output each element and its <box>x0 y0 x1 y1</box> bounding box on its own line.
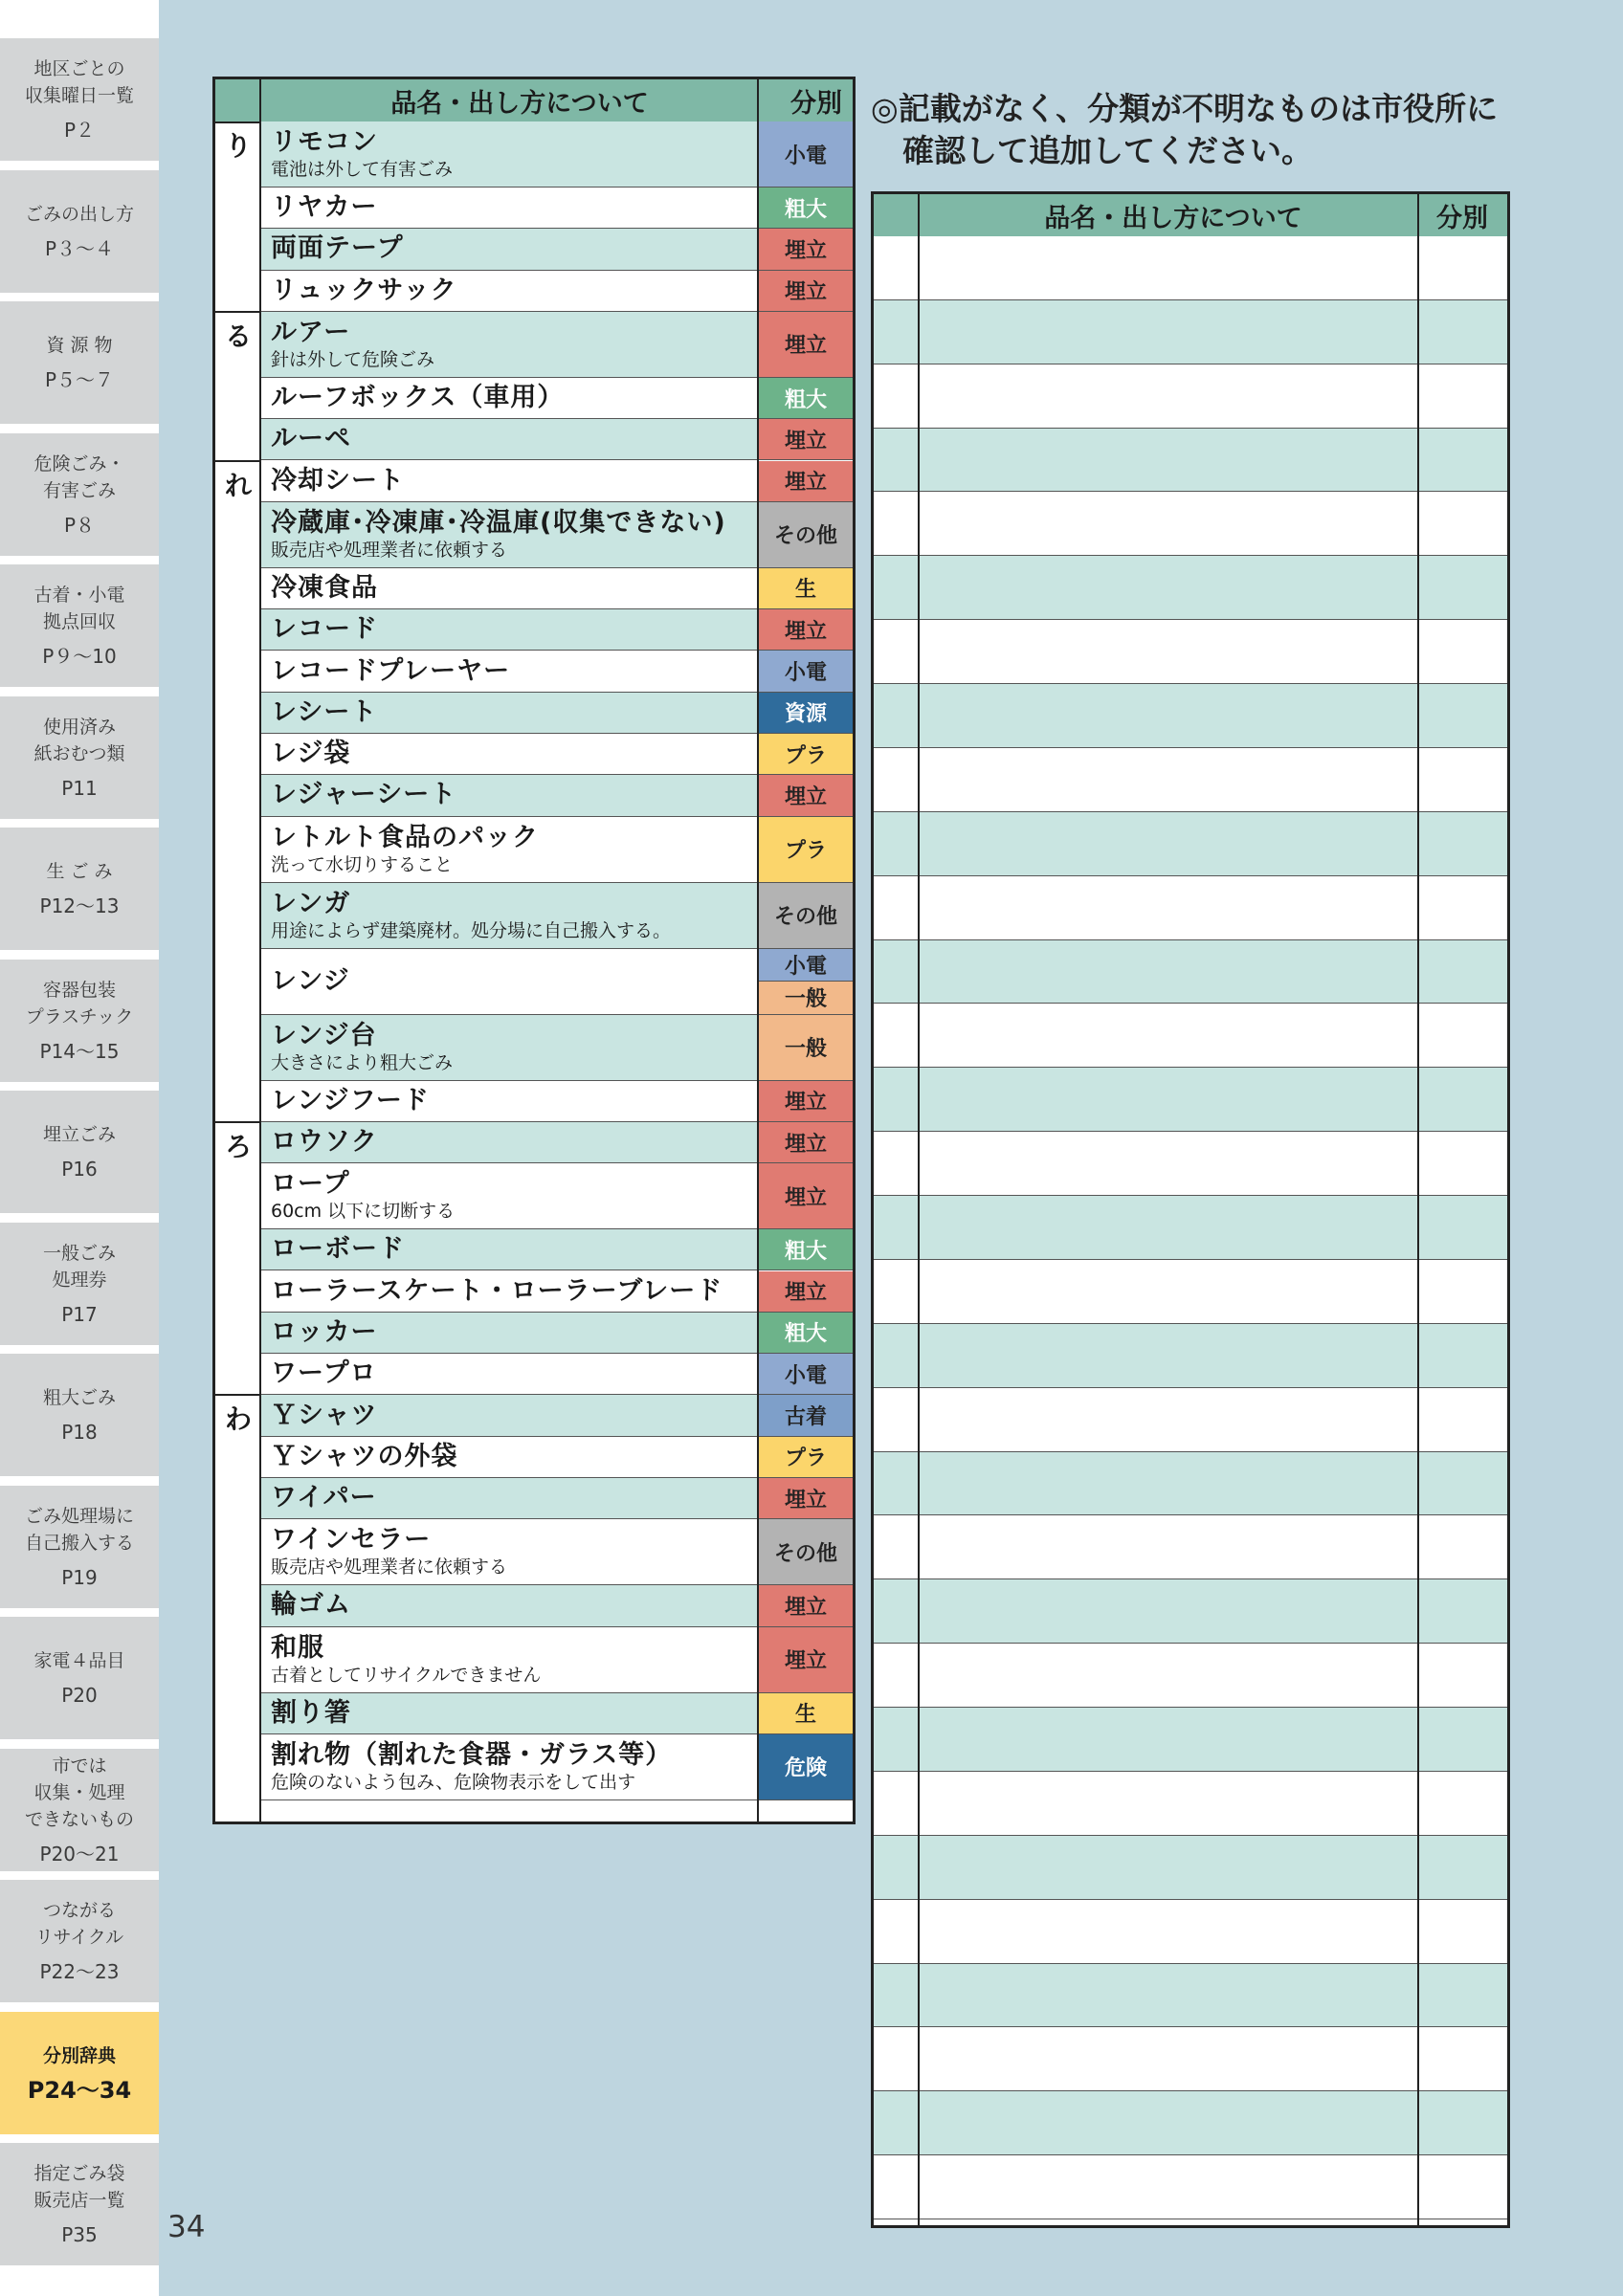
header-category: 分別 <box>790 88 842 119</box>
sidebar-tab[interactable] <box>0 564 159 687</box>
item-note: 古着としてリサイクルできません <box>271 1664 542 1686</box>
sidebar-tab-label: 古着・小電 拠点回収 <box>33 585 125 632</box>
item-name: レジ袋 <box>271 739 351 769</box>
item-name: リモコン <box>271 127 378 157</box>
item-name: 両面テープ <box>271 233 404 264</box>
table-row <box>261 609 757 651</box>
category-badge: 一般 <box>759 982 853 1015</box>
item-name: ローラースケート・ローラーブレード <box>271 1275 723 1306</box>
blank-row[interactable] <box>874 1579 1507 1644</box>
sidebar-nav <box>0 0 159 2296</box>
item-name: 割れ物（割れた食器・ガラス等） <box>271 1739 673 1770</box>
item-cell <box>261 734 350 774</box>
item-cell <box>261 1693 351 1733</box>
item-name: 冷凍食品 <box>271 572 378 603</box>
item-name: 割り箸 <box>271 1697 351 1728</box>
category-badge: プラ <box>759 1437 853 1478</box>
item-cell <box>261 1122 378 1162</box>
blank-header-category: 分別 <box>1436 203 1488 233</box>
sidebar-tab-page: P35 <box>61 2223 98 2246</box>
sidebar-tab[interactable] <box>0 1880 159 2002</box>
blank-row[interactable] <box>874 812 1507 876</box>
category-badge: 小電 <box>759 949 853 982</box>
sidebar-tab-label: 地区ごとの 収集曜日一覧 <box>24 58 134 106</box>
category-badge: 埋立 <box>759 229 853 270</box>
category-badge: 埋立 <box>759 1585 853 1626</box>
item-note: 用途によらず建築廃材。処分場に自己搬入する。 <box>271 919 672 941</box>
page-number: 34 <box>167 2210 206 2244</box>
item-cell <box>261 568 378 608</box>
sidebar-tab-label: 使用済み 紙おむつ類 <box>33 716 125 764</box>
sidebar-tab-page: P14～15 <box>39 1039 120 1063</box>
table-row <box>261 229 757 270</box>
item-cell <box>261 502 726 567</box>
sidebar-tab-label: 危険ごみ・ 有害ごみ <box>33 453 125 501</box>
sidebar-tab-page: P20 <box>61 1684 98 1707</box>
blank-header-name: 品名・出し方について <box>1044 203 1302 233</box>
item-name: ロープ <box>271 1169 350 1200</box>
item-note: 電池は外して有害ごみ <box>271 159 454 180</box>
item-name: ロッカー <box>271 1316 378 1347</box>
blank-row[interactable] <box>874 1132 1507 1196</box>
sidebar-tab[interactable] <box>0 696 159 819</box>
table-row <box>261 1734 757 1800</box>
item-cell <box>261 461 405 501</box>
item-cell <box>261 1081 430 1121</box>
category-badge: 埋立 <box>759 461 853 502</box>
item-name: ワープロ <box>271 1358 377 1389</box>
sidebar-tab[interactable] <box>0 1091 159 1213</box>
table-row <box>261 1229 757 1270</box>
sidebar-tab-label: 一般ごみ 処理券 <box>42 1242 116 1291</box>
table-row <box>261 1271 757 1313</box>
table-row <box>261 502 757 568</box>
sidebar-tab-label: ごみ処理場に 自己搬入する <box>24 1505 134 1554</box>
table-row <box>261 949 757 1015</box>
item-name: レンジ台 <box>271 1020 377 1050</box>
sidebar-tab-page: P17 <box>61 1302 98 1326</box>
blank-row[interactable] <box>874 1708 1507 1772</box>
category-badge: その他 <box>759 883 853 949</box>
table-row <box>261 1354 757 1395</box>
table-row <box>261 651 757 692</box>
table-row <box>261 1163 757 1229</box>
sidebar-tab-page: P８ <box>63 513 96 537</box>
item-cell <box>261 1229 405 1269</box>
table-row <box>261 693 757 734</box>
table-row <box>261 1519 757 1585</box>
category-badge: プラ <box>759 817 853 883</box>
blank-row[interactable] <box>874 1772 1507 1836</box>
item-cell <box>261 188 377 228</box>
sidebar-tab-page: P16 <box>61 1158 98 1181</box>
table-row <box>261 1015 757 1081</box>
table-row <box>261 568 757 609</box>
item-cell <box>261 817 539 882</box>
sidebar-tab-page: P18 <box>61 1421 98 1444</box>
item-cell <box>261 1015 453 1080</box>
dictionary-table <box>212 77 856 1824</box>
item-cell <box>261 312 434 377</box>
blank-row[interactable] <box>874 940 1507 1004</box>
sidebar-tab[interactable] <box>0 1749 159 1871</box>
blank-row[interactable] <box>874 620 1507 684</box>
sidebar-tab-label: 資 源 物 <box>46 335 113 356</box>
category-badge: 埋立 <box>759 312 853 378</box>
blank-row[interactable] <box>874 1836 1507 1900</box>
category-badge: 危険 <box>759 1734 853 1800</box>
sidebar-tab-label: 粗大ごみ <box>42 1387 116 1408</box>
blank-row[interactable] <box>874 1324 1507 1388</box>
item-cell <box>261 1271 723 1312</box>
sidebar-tab-label: つながる リサイクル <box>34 1900 124 1948</box>
category-badge: 埋立 <box>759 1122 853 1163</box>
sidebar-tab[interactable] <box>0 2143 159 2265</box>
blank-table-header <box>874 194 1507 238</box>
blank-row[interactable] <box>874 556 1507 620</box>
category-badge: 古着 <box>759 1395 853 1436</box>
item-name: ローボード <box>271 1234 405 1265</box>
category-badge: 資源 <box>759 693 853 734</box>
table-row <box>261 1693 757 1734</box>
sidebar-tab-page: P24～34 <box>27 2076 132 2104</box>
add-note: ◎記載がなく、分類が不明なものは市役所に 確認して追加してください。 <box>871 90 1499 169</box>
item-name: 冷却シート <box>271 465 405 496</box>
item-cell <box>261 1395 377 1435</box>
kana-label: り <box>224 130 252 162</box>
item-cell <box>261 271 457 311</box>
blank-row[interactable] <box>874 429 1507 493</box>
category-badge: 小電 <box>759 651 853 692</box>
sidebar-tab-page: P３～４ <box>44 236 115 260</box>
sidebar-tab[interactable] <box>0 1354 159 1476</box>
sidebar-tab-page: P19 <box>61 1565 98 1589</box>
item-name: レコードプレーヤー <box>271 655 511 686</box>
item-name: 冷蔵庫･冷凍庫･冷温庫(収集できない) <box>271 507 726 538</box>
item-name: 和服 <box>271 1632 324 1663</box>
category-badge: 埋立 <box>759 419 853 460</box>
sidebar-tab-page: P12～13 <box>39 894 120 917</box>
item-cell <box>261 419 351 459</box>
category-badge: 粗大 <box>759 1229 853 1270</box>
category-badge: 粗大 <box>759 188 853 229</box>
item-cell <box>261 1734 672 1799</box>
blank-row[interactable] <box>874 300 1507 364</box>
item-cell <box>261 1519 507 1584</box>
sidebar-tab-page: P９～10 <box>42 645 117 668</box>
item-name: ワイパー <box>271 1483 377 1513</box>
item-name: レトルト食品のパック <box>271 822 539 852</box>
category-badge: 埋立 <box>759 1081 853 1122</box>
item-cell <box>261 775 456 815</box>
blank-row[interactable] <box>874 1004 1507 1068</box>
kana-label: れ <box>224 469 252 501</box>
sidebar-tab-label: 市では 収集・処理 できないもの <box>24 1755 134 1830</box>
blank-row[interactable] <box>874 1068 1507 1132</box>
item-cell <box>261 1627 541 1692</box>
item-cell <box>261 378 564 418</box>
category-badge: 埋立 <box>759 1478 853 1519</box>
sidebar-tab-page: P５～７ <box>44 368 115 391</box>
item-name: ワインセラー <box>271 1525 432 1556</box>
table-row <box>261 1081 757 1122</box>
item-cell <box>261 229 404 269</box>
table-row <box>261 121 757 188</box>
table-row <box>261 1313 757 1354</box>
item-note: 針は外して危険ごみ <box>271 348 435 370</box>
sidebar-tab[interactable] <box>0 960 159 1082</box>
blank-row[interactable] <box>874 748 1507 812</box>
category-badge: 埋立 <box>759 775 853 816</box>
category-badge: 粗大 <box>759 1313 853 1354</box>
sidebar-tab[interactable] <box>0 433 159 556</box>
table-row <box>261 419 757 460</box>
table-row <box>261 1585 757 1626</box>
category-badge: 埋立 <box>759 1271 853 1313</box>
sidebar-tab-page: P11 <box>61 776 98 800</box>
category-badge: 粗大 <box>759 378 853 419</box>
item-cell <box>261 949 350 1014</box>
blank-row[interactable] <box>874 684 1507 748</box>
table-row <box>261 817 757 883</box>
item-cell <box>261 609 378 650</box>
blank-row[interactable] <box>874 1196 1507 1260</box>
category-badge: その他 <box>759 502 853 568</box>
sidebar-tab-page: P２ <box>63 119 96 142</box>
sidebar-tab-label: ごみの出し方 <box>24 203 134 225</box>
item-name: Ｙシャツの外袋 <box>271 1441 458 1471</box>
blank-row[interactable] <box>874 1388 1507 1452</box>
item-cell <box>261 693 377 733</box>
category-badge: 生 <box>759 1693 853 1734</box>
kana-label: わ <box>224 1403 252 1436</box>
item-note: 販売店や処理業者に依頼する <box>271 539 508 561</box>
blank-row[interactable] <box>874 876 1507 940</box>
sidebar-tab[interactable] <box>0 828 159 950</box>
blank-row[interactable] <box>874 2155 1507 2219</box>
item-name: レシート <box>271 696 378 727</box>
item-name: ルーペ <box>271 424 351 454</box>
item-note: 販売店や処理業者に依頼する <box>271 1556 508 1578</box>
sidebar-tab-page: P22～23 <box>39 1960 120 1983</box>
item-name: ルーフボックス（車用） <box>271 383 565 413</box>
blank-row[interactable] <box>874 1644 1507 1708</box>
blank-row[interactable] <box>874 1900 1507 1964</box>
category-badge: 埋立 <box>759 1163 853 1229</box>
blank-row[interactable] <box>874 1260 1507 1324</box>
table-row <box>261 1122 757 1163</box>
table-row <box>261 312 757 378</box>
blank-row[interactable] <box>874 236 1507 300</box>
category-badge: その他 <box>759 1519 853 1585</box>
category-badge: 埋立 <box>759 609 853 651</box>
table-row <box>261 1395 757 1436</box>
blank-row[interactable] <box>874 2091 1507 2155</box>
item-cell <box>261 1313 377 1353</box>
table-row <box>261 1627 757 1693</box>
sidebar-tab[interactable] <box>0 1223 159 1345</box>
table-row <box>261 775 757 816</box>
sidebar-tab-page: P20～21 <box>39 1842 120 1866</box>
blank-row[interactable] <box>874 364 1507 429</box>
sidebar-tab[interactable] <box>0 38 159 161</box>
item-cell <box>261 1437 457 1477</box>
item-cell <box>261 1354 377 1394</box>
sidebar-tab-label: 容器包装 プラスチック <box>25 979 134 1027</box>
item-note: 60cm 以下に切断する <box>271 1201 456 1223</box>
item-cell <box>261 883 671 948</box>
kana-label: る <box>224 320 252 352</box>
sidebar-tab-label: 分別辞典 <box>42 2044 116 2066</box>
item-cell <box>261 121 453 187</box>
item-name: リヤカー <box>271 192 378 223</box>
category-badge: 埋立 <box>759 271 853 312</box>
sidebar-tab-label: 家電４品目 <box>33 1650 125 1671</box>
sidebar-tab[interactable] <box>0 2012 159 2134</box>
table-row <box>261 461 757 502</box>
item-name: レンジフード <box>271 1085 430 1115</box>
item-cell <box>261 1478 377 1518</box>
sidebar-tab[interactable] <box>0 1486 159 1608</box>
sidebar-tab[interactable] <box>0 170 159 293</box>
item-name: レコード <box>271 614 378 645</box>
table-row <box>261 378 757 419</box>
table-row <box>261 271 757 312</box>
blank-row[interactable] <box>874 1452 1507 1516</box>
item-name: レンガ <box>271 888 351 918</box>
table-row <box>261 1478 757 1519</box>
item-name: Ｙシャツ <box>271 1400 378 1430</box>
table-row <box>261 883 757 949</box>
kana-label: ろ <box>224 1130 252 1162</box>
item-name: レンジ <box>271 965 350 996</box>
table-row <box>261 188 757 229</box>
blank-entry-table <box>871 191 1510 2228</box>
header-name: 品名・出し方について <box>390 88 649 119</box>
item-name: リュックサック <box>271 275 457 305</box>
sidebar-tab[interactable] <box>0 1617 159 1739</box>
item-cell <box>261 1585 351 1625</box>
table-row <box>261 1437 757 1478</box>
item-note: 洗って水切りすること <box>271 853 454 875</box>
blank-row[interactable] <box>874 2027 1507 2091</box>
category-badge: プラ <box>759 734 853 775</box>
sidebar-tab[interactable] <box>0 301 159 424</box>
table-row <box>261 734 757 775</box>
sidebar-tab-label: 生 ご み <box>46 861 113 882</box>
sidebar-tab-label: 埋立ごみ <box>42 1124 116 1145</box>
item-note: 大きさにより粗大ごみ <box>271 1051 454 1073</box>
category-badge: 小電 <box>759 1354 853 1395</box>
category-badge: 生 <box>759 568 853 609</box>
blank-row[interactable] <box>874 1515 1507 1579</box>
blank-row[interactable] <box>874 1964 1507 2028</box>
blank-row[interactable] <box>874 492 1507 556</box>
category-badge: 埋立 <box>759 1627 853 1693</box>
category-badge: 一般 <box>759 1015 853 1081</box>
item-name: 輪ゴム <box>271 1590 351 1621</box>
item-cell <box>261 1163 455 1228</box>
item-name: ロウソク <box>271 1127 378 1158</box>
item-name: レジャーシート <box>271 780 457 810</box>
item-note: 危険のないよう包み、危険物表示をして出す <box>271 1771 636 1793</box>
item-cell <box>261 651 510 691</box>
item-name: ルアー <box>271 317 351 347</box>
category-badge: 小電 <box>759 121 853 188</box>
sidebar-tab-label: 指定ごみ袋 販売店一覧 <box>33 2163 125 2211</box>
